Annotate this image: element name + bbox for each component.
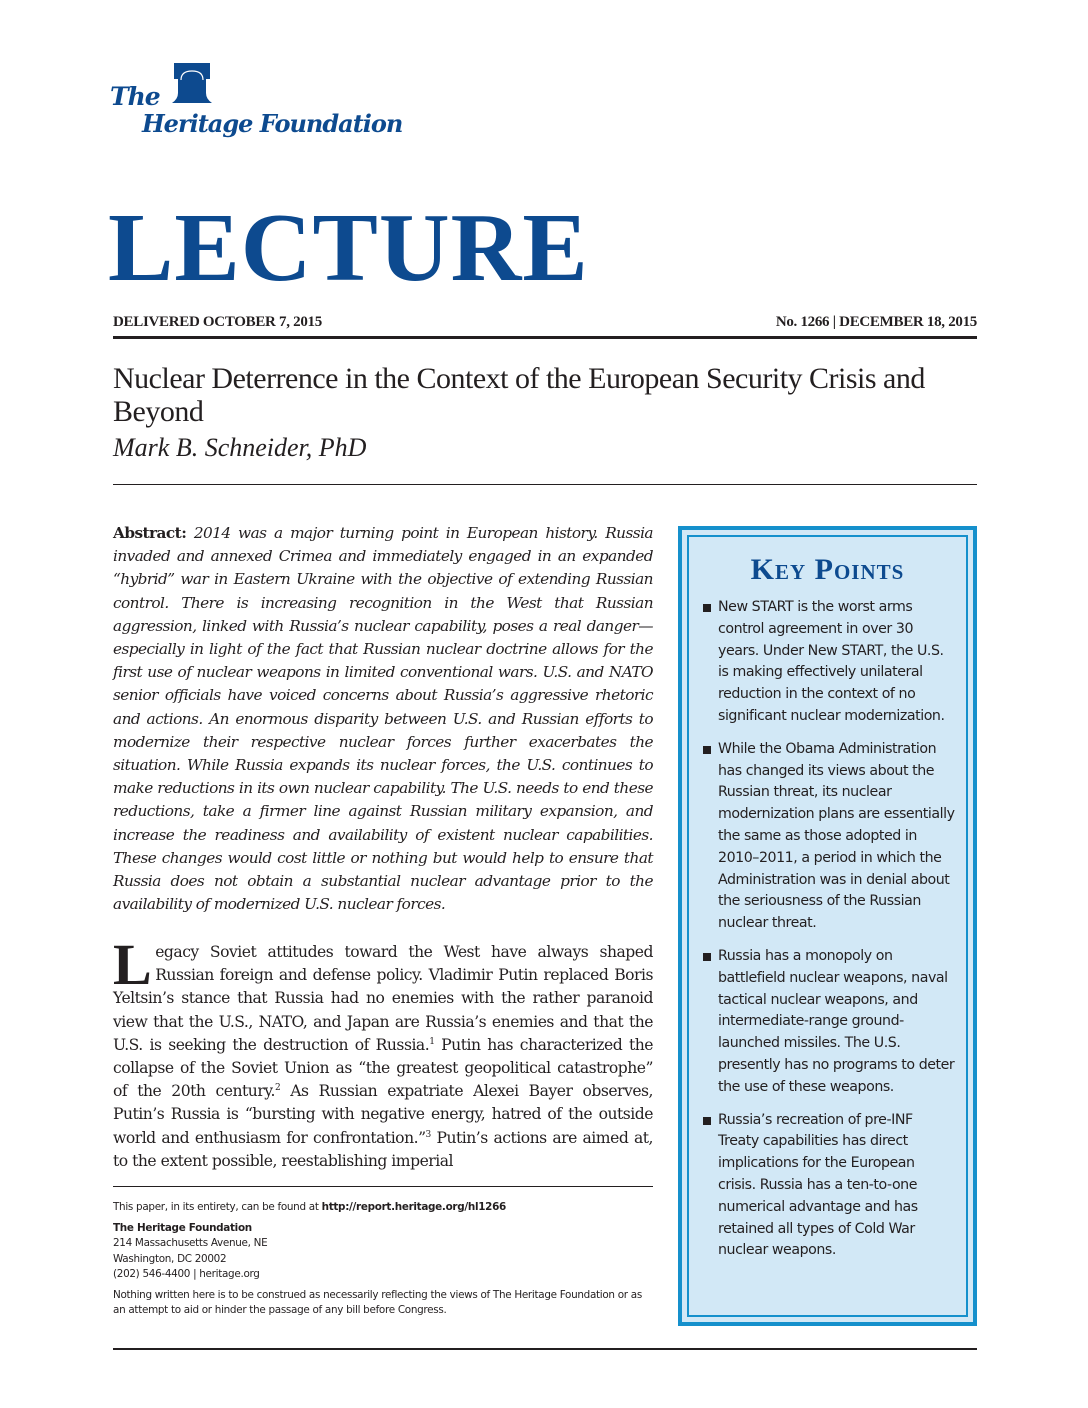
address-line-1: 214 Massachusetts Avenue, NE	[113, 1237, 268, 1250]
body-paragraph	[113, 932, 654, 1173]
square-bullet-icon	[703, 953, 711, 961]
key-point-item	[703, 597, 956, 728]
logo-text-the: The	[110, 82, 160, 111]
key-points-list	[703, 597, 956, 1273]
heritage-foundation-logo	[110, 62, 403, 142]
key-point-item	[703, 1110, 956, 1263]
availability-note	[113, 1200, 653, 1215]
abstract	[113, 522, 653, 916]
body-text-part: egacy Soviet attitudes toward the West have always shaped Russian foreign and defense policy. Vladimir Putin replaced Boris Yeltsin’s stance that Russia had no enemies with the rather paranoid view that the U.S., NATO, and Japan are Russia’s enemies and that the U.S. is seeking the destruction of Russia.	[113, 943, 653, 1054]
header-divider	[113, 336, 977, 339]
disclaimer: Nothing written here is to be construed as necessarily reflecting the views of The Heritage Foundation or as an attempt to aid or hinder the passage of any bill before Congress.	[113, 1289, 642, 1317]
logo-text-name: Heritage Foundation	[142, 109, 403, 138]
body-text-part: Putin’s actions are aimed at, to the extent possible, reestablishing imperial	[113, 1128, 654, 1170]
availability-text: This paper, in its entirety, can be found at	[113, 1201, 322, 1213]
key-point-item	[703, 739, 956, 935]
delivered-date: DELIVERED OCTOBER 7, 2015	[113, 314, 322, 330]
abstract-label: Abstract:	[113, 524, 187, 542]
square-bullet-icon	[703, 1117, 711, 1125]
issue-number-date: No. 1266 | DECEMBER 18, 2015	[775, 314, 977, 330]
page-bottom-divider	[113, 1348, 977, 1350]
footer-info	[113, 1200, 653, 1324]
footnote-ref-1[interactable]: 1	[429, 1036, 435, 1047]
footer-divider	[113, 1186, 653, 1187]
key-points-title: Key Points	[750, 553, 905, 586]
key-point-text: While the Obama Administration has changed its views about the Russian threat, its nuclear modernization plans are essentially the same as those adopted in 2010–2011, a period in which the Administration was in denial about the seriousness of the Russian nuclear threat.	[718, 740, 955, 932]
square-bullet-icon	[703, 746, 711, 754]
address-line-2: Washington, DC 20002	[113, 1252, 227, 1265]
document-title: Nuclear Deterrence in the Context of the European Security Crisis and Beyond	[113, 362, 925, 428]
contact-line: (202) 546-4400 | heritage.org	[113, 1267, 260, 1280]
series-title: LECTURE	[108, 194, 589, 302]
address-block	[113, 1221, 653, 1282]
title-divider	[113, 484, 977, 485]
report-link[interactable]: http://report.heritage.org/hl1266	[321, 1201, 506, 1213]
author-name: Mark B. Schneider, PhD	[113, 433, 367, 462]
key-point-text: Russia’s recreation of pre-INF Treaty capabilities has direct implications for the European crisis. Russia has a ten-to-one numerical advantage and has retained all types of Cold War nuclear weapons.	[718, 1111, 918, 1259]
body-text-part: Putin has characterized the collapse of the Soviet Union as “the greatest geopolitical catastrophe” of the 20th century.	[113, 1035, 653, 1101]
key-point-text: Russia has a monopoly on battlefield nuclear weapons, naval tactical nuclear weapons, and intermediate-range ground-launched missiles. The U.S. presently has no programs to deter the use of these weapons.	[718, 947, 955, 1095]
key-points-box	[678, 526, 977, 1326]
liberty-bell-icon	[170, 63, 214, 105]
publication-meta	[113, 314, 977, 338]
square-bullet-icon	[703, 604, 711, 612]
key-point-item	[703, 946, 956, 1099]
abstract-text: 2014 was a major turning point in European history. Russia invaded and annexed Crimea and immediately engaged in an expanded “hybrid” war in Eastern Ukraine with the objective of extending Russian control. There is increasing recognition in the West that Russian aggression, linked with Russia’s nuclear capability, poses a real danger—especially in light of the fact that Russian nuclear doctrine allows for the first use of nuclear weapons in limited conventional wars. U.S. and NATO senior officials have voiced concerns about Russia’s aggressive rhetoric and actions. An enormous disparity between U.S. and Russian efforts to modernize their respective nuclear forces further exacerbates the situation. While Russia expands its nuclear forces, the U.S. continues to make reductions in its own nuclear capability. The U.S. needs to end these reductions, take a firmer line against Russian military expansion, and increase the readiness and availability of existent nuclear capabilities. These changes would cost little or nothing but would help to ensure that Russia does not obtain a substantial nuclear advantage prior to the availability of modernized U.S. nuclear forces.	[113, 524, 653, 914]
footnote-ref-3[interactable]: 3	[425, 1129, 431, 1140]
org-name: The Heritage Foundation	[113, 1222, 252, 1235]
drop-cap: L	[113, 932, 152, 997]
key-points-inner-frame	[687, 535, 968, 1317]
key-point-text: New START is the worst arms control agreement in over 30 years. Under New START, the U.S. is making effectively unilateral reduction in the context of no significant nuclear modernization.	[718, 599, 945, 724]
body-text-part: As Russian expatriate Alexei Bayer observes, Putin’s Russia is “bursting with negative energy, hatred of the outside world and enthusiasm for confrontation.”	[113, 1082, 654, 1147]
footnote-ref-2[interactable]: 2	[274, 1083, 281, 1094]
